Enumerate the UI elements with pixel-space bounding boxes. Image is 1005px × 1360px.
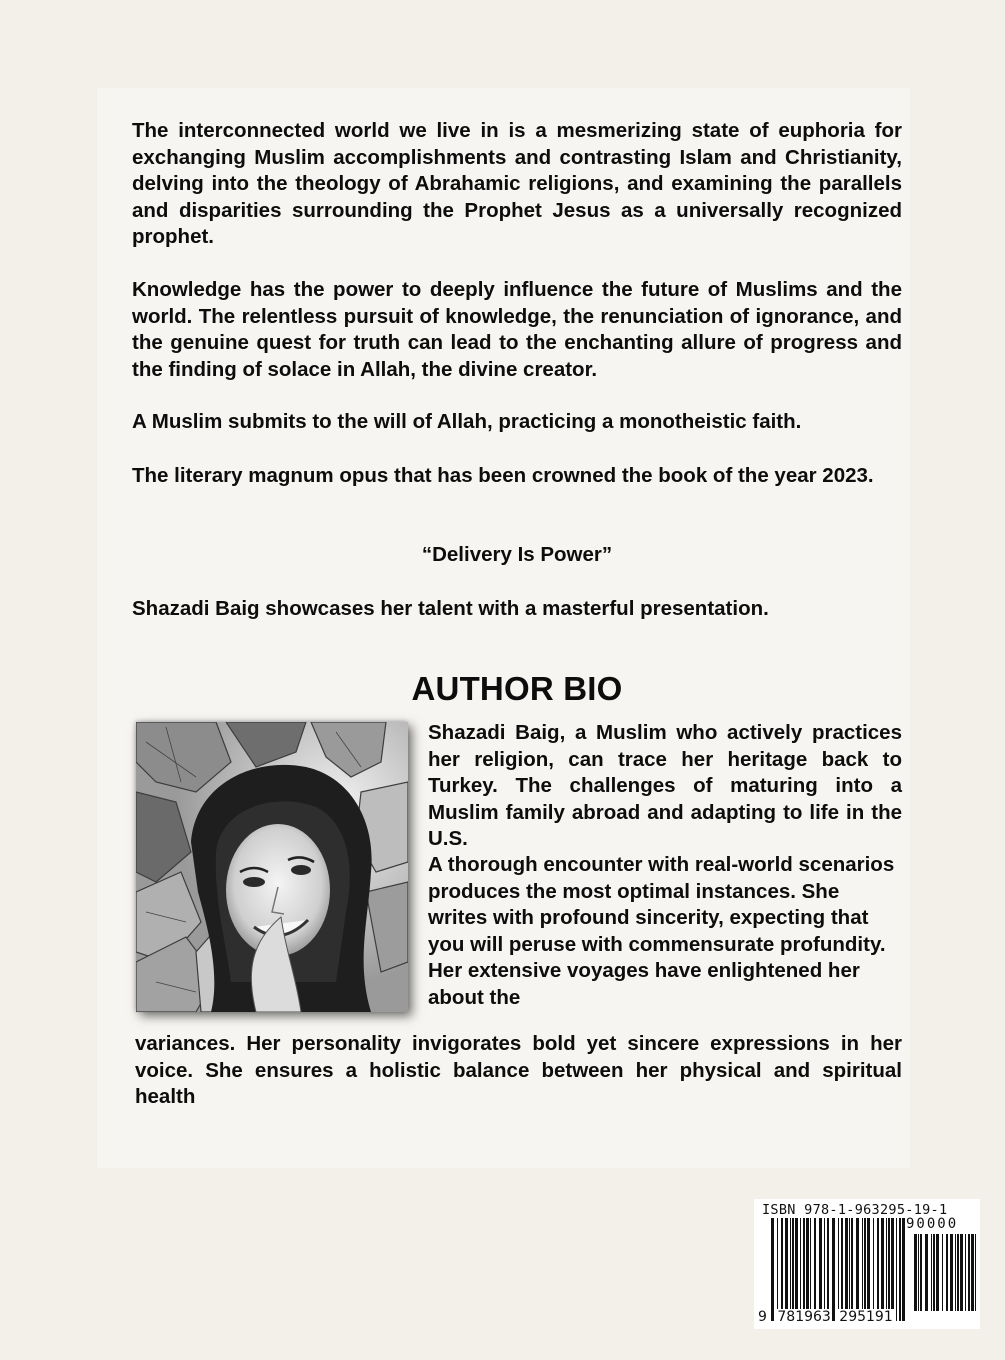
barcode-bar [886, 1218, 887, 1321]
bio-text-heritage: Shazadi Baig, a Muslim who actively practices her religion, can trace her heritage back to Turkey. The challenges of maturing into a Muslim family abroad and adapting to life in the U.S. [428, 721, 902, 850]
isbn-label: ISBN 978-1-963295-19-1 [762, 1202, 948, 1218]
book-of-year-paragraph: The literary magnum opus that has been crowned the book of the year 2023. [132, 464, 874, 487]
barcode-bar [955, 1234, 956, 1311]
barcode-bar [800, 1218, 801, 1321]
barcode-bar [896, 1218, 897, 1321]
barcode-bar [950, 1234, 953, 1311]
barcode-bar [795, 1218, 798, 1321]
price-addon-code: 90000 [906, 1216, 959, 1232]
barcode-bar [864, 1218, 866, 1321]
barcode-bar [803, 1218, 805, 1321]
barcode-bar [931, 1234, 932, 1311]
knowledge-paragraph: Knowledge has the power to deeply influence the future of Muslims and the world. The relentless pursuit of knowledge, the renunciation of ignorance, and the genuine quest for truth can lead to the enchanting allure of progress and the finding of solace in Allah, the divine creator. [132, 278, 902, 381]
bio-text-encounter: A thorough encounter with real-world scenarios produces the most optimal instances. She writes with profound sincerity, expecting that you will peruse with commensurate profundity. Her extensive voyages have enlightened her about the [428, 853, 895, 1009]
barcode-bar [971, 1234, 974, 1311]
isbn-barcode [754, 1199, 980, 1329]
barcode-bar [918, 1234, 919, 1311]
barcode-bar [946, 1234, 948, 1311]
barcode-bar [806, 1218, 809, 1321]
barcode-bar [790, 1218, 791, 1321]
barcode-bar [845, 1218, 848, 1321]
showcase-paragraph: Shazadi Baig showcases her talent with a masterful presentation. [132, 597, 769, 620]
barcode-bar [824, 1218, 825, 1321]
barcode-bar [891, 1218, 894, 1321]
barcode-bar [920, 1234, 922, 1311]
barcode-bar [785, 1218, 788, 1321]
barcode-bar [936, 1234, 939, 1311]
barcode-digits [757, 1309, 894, 1325]
barcode-bar [968, 1234, 970, 1311]
barcode-bar [881, 1218, 884, 1321]
barcode-bar [925, 1234, 928, 1311]
barcode-left-digits: 781963 [777, 1309, 831, 1325]
barcode-bar [965, 1234, 966, 1311]
barcode-bar [873, 1218, 874, 1321]
barcode-bar [792, 1218, 794, 1321]
barcode-bar [838, 1218, 839, 1321]
tagline-quote: “Delivery Is Power” [421, 543, 613, 566]
barcode-bar [902, 1218, 905, 1321]
barcode-bar [827, 1218, 829, 1321]
barcode-bar [781, 1218, 783, 1321]
barcode-bar [933, 1234, 935, 1311]
barcode-first-digit: 9 [758, 1309, 767, 1325]
barcode-bar [849, 1218, 850, 1321]
barcode-bar [810, 1218, 811, 1321]
bio-text-continued: variances. Her personality invigorates bold yet sincere expressions in her voice. She ensures a holistic balance between her physical and spiritual health [135, 1032, 902, 1108]
barcode-bar [856, 1218, 859, 1321]
barcode-bar [851, 1218, 853, 1321]
author-bio-heading: AUTHOR BIO [411, 670, 623, 707]
barcode-bar [819, 1218, 822, 1321]
barcode-bar [841, 1218, 843, 1321]
barcode-bar [957, 1234, 959, 1311]
barcode-bar [777, 1218, 778, 1321]
author-photo [136, 722, 408, 1012]
barcode-bar [899, 1218, 901, 1321]
barcode-bar [832, 1218, 835, 1321]
intro-paragraph: The interconnected world we live in is a mesmerizing state of euphoria for exchanging Muslim accomplishments and contrasting Islam and Christianity, delving into the theology of Abrahamic religions, and examining the parallels and disparities surrounding the Prophet Jesus as a universally recognized prophet. [132, 119, 902, 248]
barcode-bar [771, 1218, 774, 1321]
barcode-bar [877, 1218, 879, 1321]
author-portrait-image [136, 722, 408, 1012]
barcode-bar [862, 1218, 863, 1321]
barcode-bar [867, 1218, 870, 1321]
muslim-faith-paragraph: A Muslim submits to the will of Allah, practicing a monotheistic faith. [132, 410, 802, 433]
barcode-bar [942, 1234, 943, 1311]
barcode-bar [888, 1218, 890, 1321]
barcode-bar [914, 1234, 917, 1311]
barcode-right-digits: 295191 [839, 1309, 893, 1325]
barcode-bar [960, 1234, 963, 1311]
barcode-bar [814, 1218, 816, 1321]
barcode-bar [975, 1234, 976, 1311]
